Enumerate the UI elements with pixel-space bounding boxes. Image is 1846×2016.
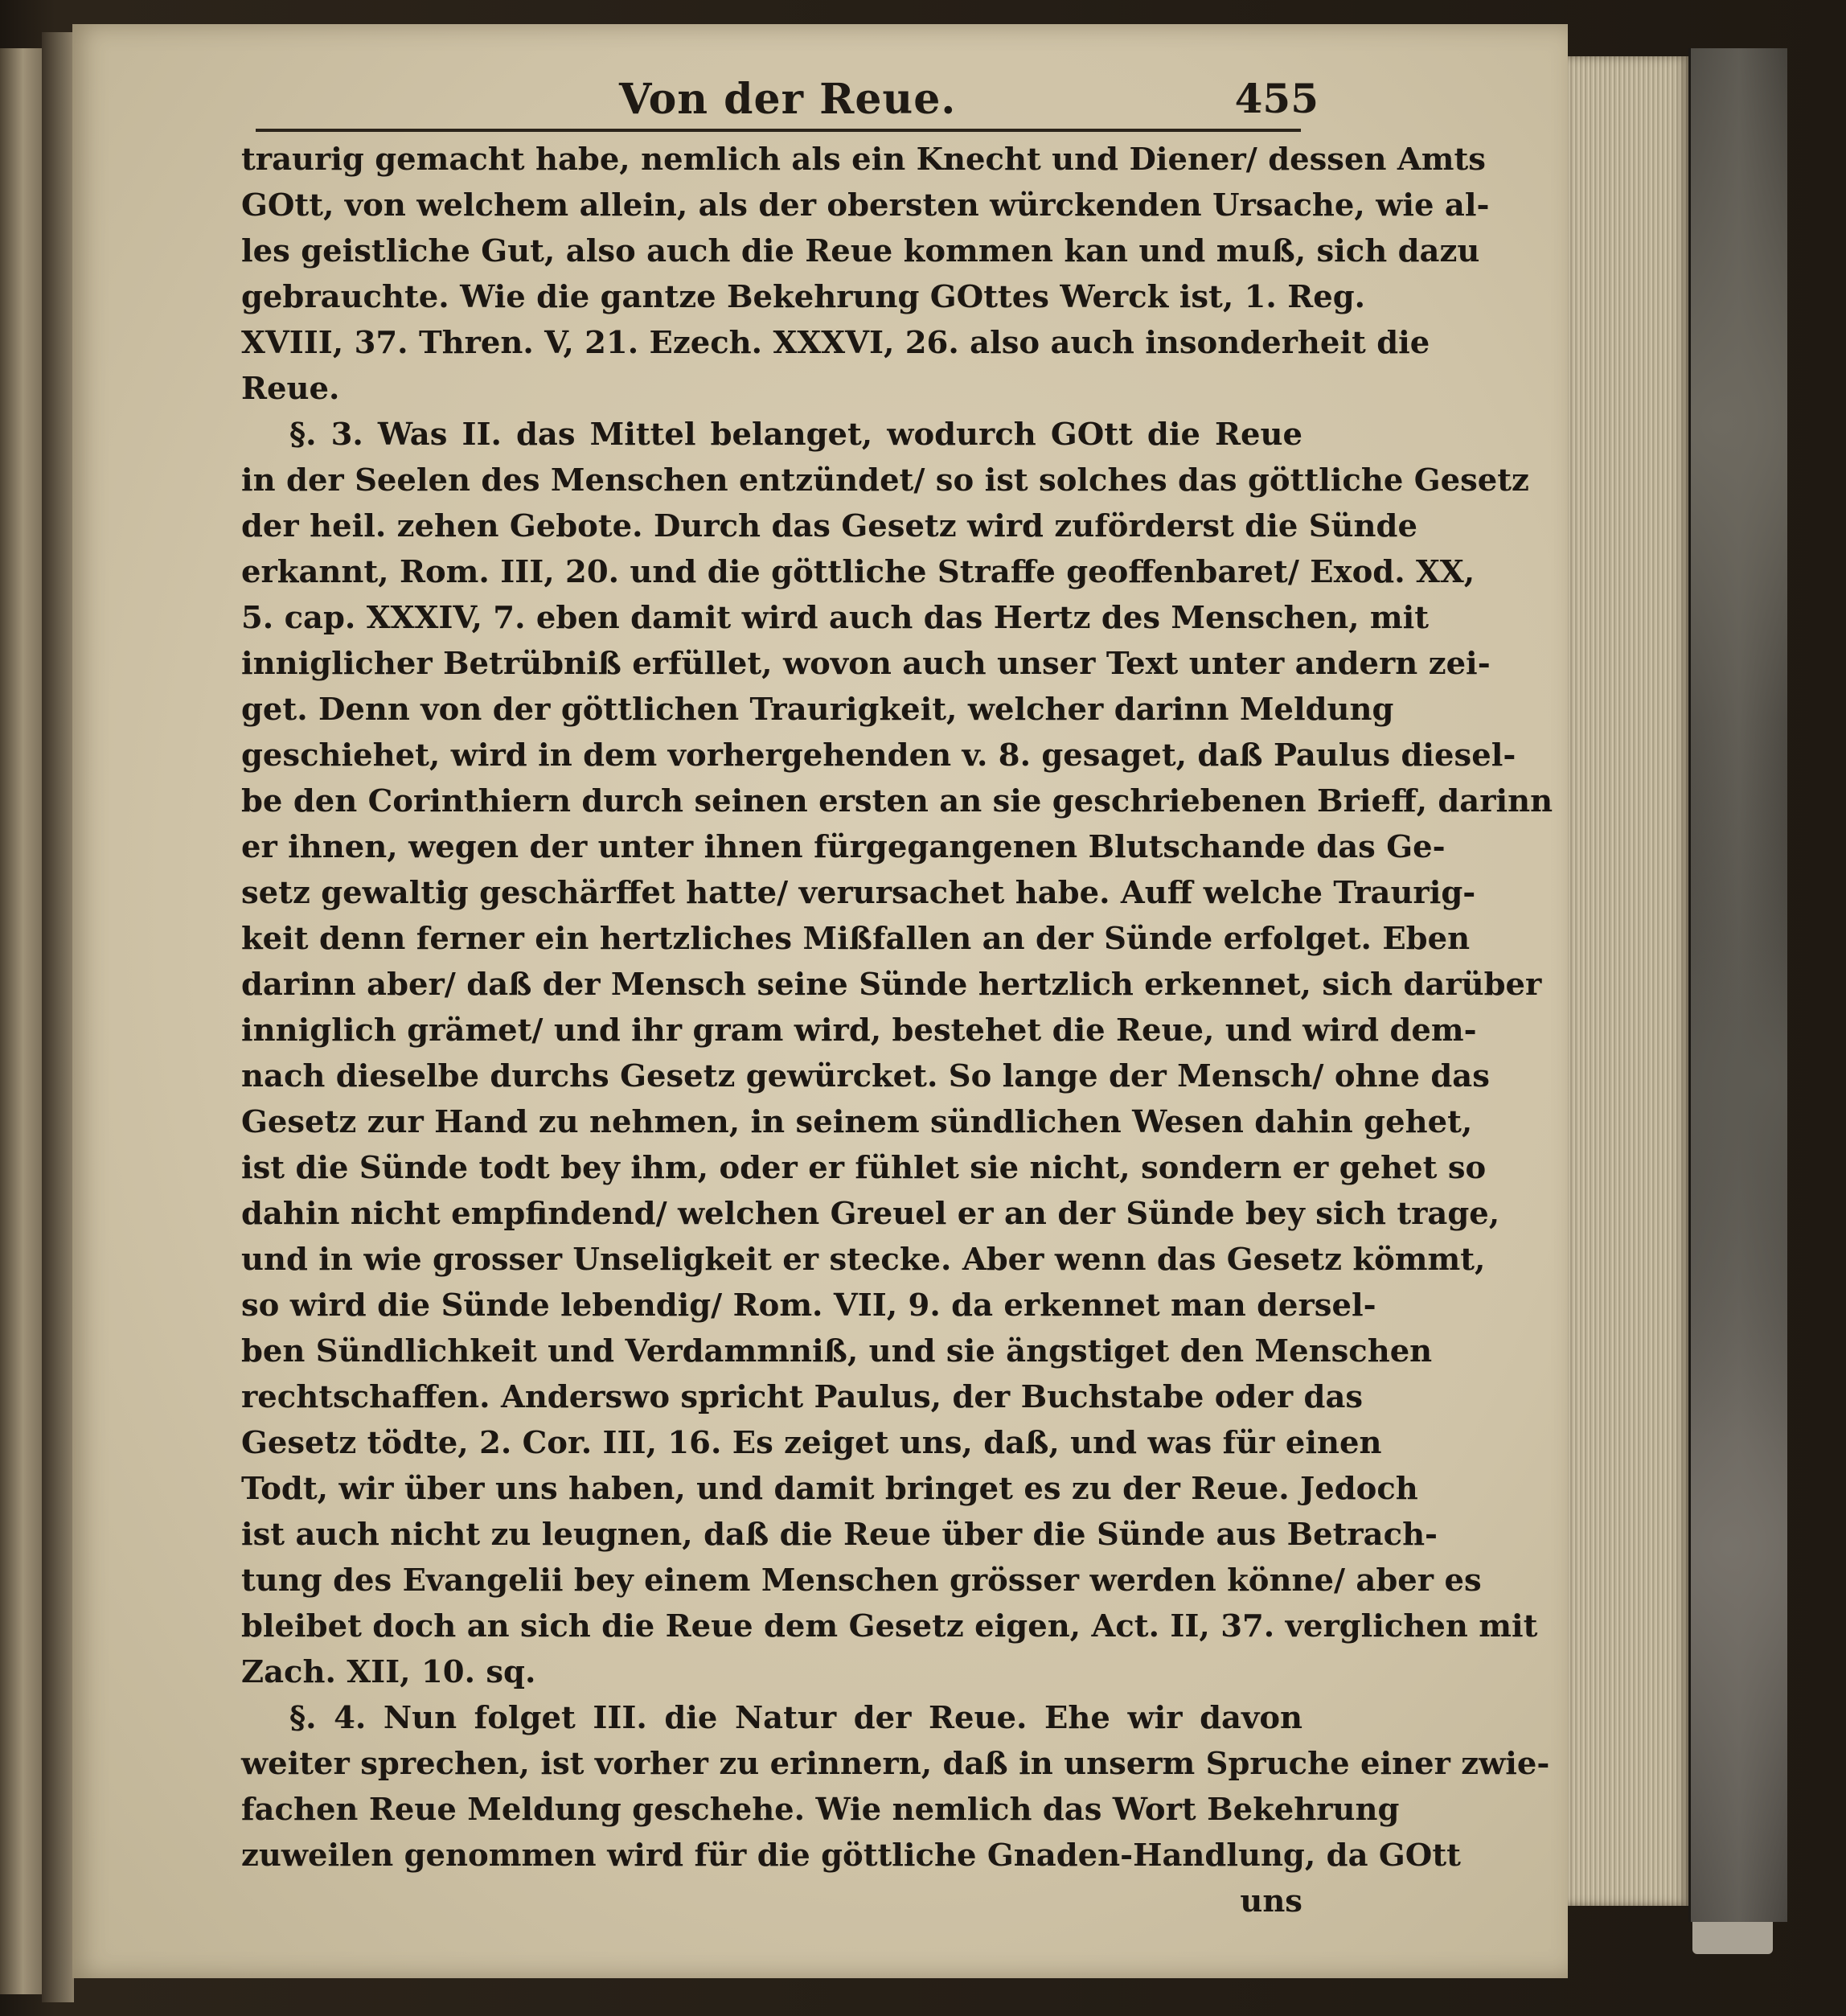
header-rule [256,129,1301,132]
text-line: inniglich grämet/ und ihr gram wird, bestehet die Reue, und wird dem- [241,1012,1477,1049]
text-line: darinn aber/ daß der Mensch seine Sünde hertzlich erkennet, sich darüber [241,967,1542,1003]
text-line: so wird die Sünde lebendig/ Rom. VII, 9. da erkennet man dersel- [241,1287,1376,1324]
paragraph-start-line: §. 4. Nun folget III. die Natur der Reue. Ehe wir davon [289,1700,1302,1736]
text-line: Reue. [241,371,340,407]
text-line: geschiehet, wird in dem vorhergehenden v. 8. gesaget, daß Paulus diesel- [241,737,1516,774]
text-line: inniglicher Betrübniß erfüllet, wovon auch unser Text unter andern zei- [241,646,1491,682]
text-line: be den Corinthiern durch seinen ersten an sie geschriebenen Brieff, darinn [241,783,1553,819]
text-line: GOtt, von welchem allein, als der obersten würckenden Ursache, wie al- [241,187,1490,224]
text-line: Todt, wir über uns haben, und damit bringet es zu der Reue. Jedoch [241,1471,1418,1507]
text-line: rechtschaffen. Anderswo spricht Paulus, der Buchstabe oder das [241,1379,1364,1415]
text-line: dahin nicht empfindend/ welchen Greuel er an der Sünde bey sich trage, [241,1196,1500,1232]
body-text [241,137,1553,1924]
text-line: 5. cap. XXXIV, 7. eben damit wird auch das Hertz des Menschen, mit [241,600,1430,636]
catchword: uns [1240,1883,1302,1920]
text-line: erkannt, Rom. III, 20. und die göttliche Straffe geoffenbaret/ Exod. XX, [241,554,1475,590]
text-line: setz gewaltig geschärffet hatte/ verursachet habe. Auff welche Traurig- [241,875,1476,911]
page-header [241,68,1319,125]
running-title: Von der Reue. [619,75,957,124]
text-line: Zach. XII, 10. sq. [241,1654,536,1690]
previous-page-edge [0,48,42,1994]
text-line: ben Sündlichkeit und Verdammniß, und sie ängstiget den Menschen [241,1333,1433,1369]
text-line: get. Denn von der göttlichen Traurigkeit, welcher darinn Meldung [241,692,1394,728]
text-line: und in wie grosser Unseligkeit er stecke. Aber wenn das Gesetz kömmt, [241,1242,1486,1278]
marbled-cover [1688,48,1787,1922]
text-line: XVIII, 37. Thren. V, 21. Ezech. XXXVI, 26. also auch insonderheit die [241,325,1430,361]
text-line: ist die Sünde todt bey ihm, oder er fühlet sie nicht, sondern er gehet so [241,1150,1487,1186]
text-line: tung des Evangelii bey einem Menschen grösser werden könne/ aber es [241,1562,1482,1599]
text-line: zuweilen genommen wird für die göttliche Gnaden-Handlung, da GOtt [241,1837,1461,1874]
text-line: weiter sprechen, ist vorher zu erinnern, daß in unserm Spruche einer zwie- [241,1746,1550,1782]
text-line: fachen Reue Meldung geschehe. Wie nemlich das Wort Bekehrung [241,1792,1400,1828]
paragraph-start-line: §. 3. Was II. das Mittel belanget, wodurch GOtt die Reue [289,417,1302,453]
text-line: traurig gemacht habe, nemlich als ein Knecht und Diener/ dessen Amts [241,142,1486,178]
text-line: nach dieselbe durchs Gesetz gewürcket. So lange der Mensch/ ohne das [241,1058,1490,1094]
text-line: keit denn ferner ein hertzliches Mißfallen an der Sünde erfolget. Eben [241,921,1471,957]
text-line: gebrauchte. Wie die gantze Bekehrung GOttes Werck ist, 1. Reg. [241,279,1366,315]
text-line: Gesetz tödte, 2. Cor. III, 16. Es zeiget uns, daß, und was für einen [241,1425,1382,1461]
text-line: les geistliche Gut, also auch die Reue kommen kan und muß, sich dazu [241,233,1480,269]
text-line: Gesetz zur Hand zu nehmen, in seinem sündlichen Wesen dahin gehet, [241,1104,1473,1140]
book-gutter [42,32,74,2002]
cover-corner [1692,1922,1773,1954]
text-line: der heil. zehen Gebote. Durch das Gesetz wird zuförderst die Sünde [241,508,1417,544]
text-line: ist auch nicht zu leugnen, daß die Reue über die Sünde aus Betrach- [241,1517,1438,1553]
page-number: 455 [1234,75,1319,122]
text-line: er ihnen, wegen der unter ihnen fürgegangenen Blutschande das Ge- [241,829,1446,865]
page-fore-edge [1568,56,1688,1906]
text-line: in der Seelen des Menschen entzündet/ so ist solches das göttliche Gesetz [241,462,1529,499]
text-line: bleibet doch an sich die Reue dem Gesetz eigen, Act. II, 37. verglichen mit [241,1608,1538,1644]
